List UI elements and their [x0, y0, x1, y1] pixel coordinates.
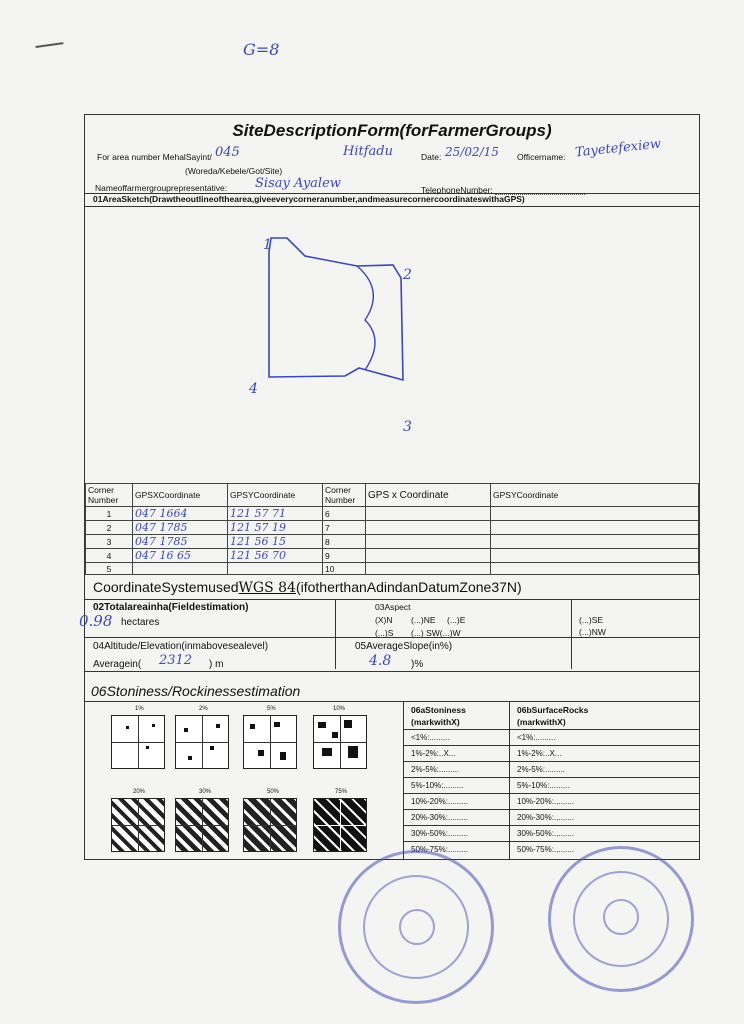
- stoniness-title: 06Stoniness/Rockinessestimation: [91, 683, 301, 699]
- gps-y-value: 121 56 70: [228, 549, 323, 563]
- table-header: GPS x Coordinate: [366, 484, 491, 507]
- sketch-corner-label: 3: [403, 419, 412, 435]
- gps-y-value: [491, 507, 699, 521]
- col-b-row: <1%:.........: [517, 733, 556, 742]
- gps-y-value: 121 57 71: [228, 507, 323, 521]
- corner-number: 8: [323, 535, 366, 549]
- sketch-label: 01AreaSketch(Drawtheoutlineofthearea,giveeverycorneranumber,andmeasurecornercoordinateswithaGPS): [93, 194, 525, 204]
- aspect-e: (...)E: [447, 615, 466, 625]
- col-b-row: 50%-75%:.........: [517, 845, 574, 854]
- divider: [85, 599, 699, 600]
- table-header: GPSYCoordinate: [228, 484, 323, 507]
- corner-number: 10: [323, 563, 366, 575]
- table-row: [86, 535, 699, 549]
- officer-label: Officername:: [517, 152, 566, 162]
- divider: [85, 637, 699, 638]
- gps-x-value: 047 1664: [133, 507, 228, 521]
- col-b-row: 10%-20%:.........: [517, 797, 574, 806]
- hectares-label: hectares: [121, 617, 160, 628]
- divider: [403, 777, 699, 778]
- stoniness-sample: [243, 798, 297, 852]
- gps-y-value: [491, 563, 699, 575]
- sketch-corner-label: 4: [249, 381, 258, 397]
- stoniness-sample: [313, 798, 367, 852]
- stoniness-sample: [111, 798, 165, 852]
- divider: [85, 206, 699, 207]
- sketch-corner-label: 2: [403, 267, 412, 283]
- col-b-row: 5%-10%:.........: [517, 781, 570, 790]
- margin-scribble: [35, 42, 64, 56]
- pct-label: 2%: [199, 706, 208, 712]
- margin-note: G=8: [243, 40, 280, 59]
- corner-number: 5: [86, 563, 133, 575]
- col-a-row: <1%:.........: [411, 733, 450, 742]
- gps-x-value: [366, 549, 491, 563]
- altitude-unit: ) m: [209, 659, 224, 670]
- representative-value: Sisay Ayalew: [255, 176, 341, 191]
- pct-label: 75%: [335, 789, 348, 795]
- col-a-row: 30%-50%:.........: [411, 829, 468, 838]
- table-row: [86, 549, 699, 563]
- pct-label: 30%: [199, 789, 212, 795]
- pct-label: 5%: [267, 706, 276, 712]
- pct-label: 10%: [333, 706, 346, 712]
- slope-value: 4.8: [369, 653, 392, 669]
- divider: [403, 729, 699, 730]
- official-stamp-left: [338, 850, 494, 1004]
- divider: [403, 825, 699, 826]
- aspect-label: 03Aspect: [375, 602, 411, 612]
- representative-label: Nameoffarmergrouprepresentative:: [95, 183, 228, 193]
- col-a-row: 50%-75%:.........: [411, 845, 468, 854]
- gps-x-value: 047 1785: [133, 521, 228, 535]
- divider: [403, 761, 699, 762]
- site-description-form: [79, 114, 700, 860]
- stoniness-sample: [243, 715, 297, 769]
- col-a-row: 20%-30%:.........: [411, 813, 468, 822]
- col-a-row: 2%-5%:.........: [411, 765, 460, 774]
- col-b-row: 30%-50%:.........: [517, 829, 574, 838]
- slope-unit: )%: [411, 659, 424, 670]
- gps-y-value: [228, 563, 323, 575]
- area-number-label: For area number MehalSayint/: [97, 152, 212, 162]
- aspect-n: (X)N: [375, 615, 393, 625]
- divider: [85, 671, 699, 672]
- col-a-row: 10%-20%:.........: [411, 797, 468, 806]
- coord-system-suffix: (ifotherthanAdindanDatumZone37N): [295, 579, 522, 595]
- table-row: [86, 521, 699, 535]
- table-header: GPSXCoordinate: [133, 484, 228, 507]
- col-b-subheader: (markwithX): [517, 717, 566, 727]
- date-label: Date:: [421, 152, 442, 162]
- table-header: GPSYCoordinate: [491, 484, 699, 507]
- altitude-value: 2312: [159, 653, 193, 668]
- divider: [403, 745, 699, 746]
- gps-y-value: [491, 549, 699, 563]
- gps-x-value: [366, 563, 491, 575]
- col-a-row: 5%-10%:.........: [411, 781, 464, 790]
- slope-label: 05AverageSlope(in%): [355, 641, 453, 652]
- gps-y-value: [491, 521, 699, 535]
- sketch-corner-label: 1: [263, 237, 272, 253]
- divider: [509, 701, 510, 859]
- table-row: [86, 563, 699, 575]
- corner-number: 4: [86, 549, 133, 563]
- corner-number: 6: [323, 507, 366, 521]
- pct-label: 50%: [267, 789, 280, 795]
- corner-number: 7: [323, 521, 366, 535]
- date-value: 25/02/15: [445, 145, 499, 159]
- divider: [403, 809, 699, 810]
- stoniness-sample: [313, 715, 367, 769]
- corner-number: 9: [323, 549, 366, 563]
- altitude-label: 04Altitude/Elevation(inmabovesealevel): [93, 641, 269, 652]
- col-b-row: 2%-5%:.........: [517, 765, 566, 774]
- gps-x-value: [133, 563, 228, 575]
- coord-system-label: CoordinateSystemused: [93, 579, 239, 595]
- divider: [571, 599, 572, 669]
- form-title: SiteDescriptionForm(forFarmerGroups): [232, 121, 552, 140]
- gps-y-value: [491, 535, 699, 549]
- gps-y-value: 121 56 15: [228, 535, 323, 549]
- mehal-sayint-value: 045: [215, 145, 240, 160]
- aspect-s: (...)S: [375, 628, 394, 638]
- corner-number: 2: [86, 521, 133, 535]
- total-area-value: 0.98: [79, 612, 113, 630]
- woreda-sublabel: (Woreda/Kebele/Got/Site): [185, 166, 283, 176]
- table-header-row: [86, 484, 699, 507]
- aspect-sw-w: (...) SW(...)W: [411, 628, 461, 638]
- divider: [335, 599, 336, 669]
- col-a-subheader: (markwithX): [411, 717, 460, 727]
- aspect-nw: (...)NW: [579, 627, 606, 637]
- divider: [403, 793, 699, 794]
- gps-x-value: 047 1785: [133, 535, 228, 549]
- gps-x-value: [366, 507, 491, 521]
- table-header: Corner Number: [323, 484, 366, 507]
- telephone-label: TelephoneNumber:: [421, 185, 493, 195]
- corner-number: 1: [86, 507, 133, 521]
- gps-x-value: [366, 521, 491, 535]
- gps-x-value: 047 16 65: [133, 549, 228, 563]
- stoniness-sample: [175, 715, 229, 769]
- col-b-row: 1%-2%:..X...: [517, 749, 562, 758]
- stoniness-sample: [111, 715, 165, 769]
- pct-label: 1%: [135, 706, 144, 712]
- aspect-se: (...)SE: [579, 615, 604, 625]
- official-stamp-right: [548, 846, 694, 992]
- col-b-row: 20%-30%:.........: [517, 813, 574, 822]
- table-row: [86, 507, 699, 521]
- gps-table: [85, 483, 699, 575]
- stoniness-sample: [175, 798, 229, 852]
- col-b-header: 06bSurfaceRocks: [517, 705, 589, 715]
- pct-label: 20%: [133, 789, 146, 795]
- area-sketch: [235, 230, 435, 440]
- kebele-value: Hitfadu: [343, 144, 393, 159]
- col-a-header: 06aStoniness: [411, 705, 466, 715]
- gps-x-value: [366, 535, 491, 549]
- divider: [403, 701, 404, 859]
- table-header: Corner Number: [86, 484, 133, 507]
- coord-system-line: [93, 579, 522, 596]
- total-area-label: 02Totalareainha(Fieldestimation): [93, 602, 249, 613]
- altitude-avg-label: Averagein(: [93, 659, 142, 670]
- divider: [403, 841, 699, 842]
- corner-number: 3: [86, 535, 133, 549]
- officer-value: Tayetefexiew: [574, 136, 662, 161]
- divider: [85, 701, 699, 702]
- coord-system-value: WGS 84: [238, 580, 296, 596]
- aspect-ne: (...)NE: [411, 615, 436, 625]
- col-a-row: 1%-2%:..X...: [411, 749, 456, 758]
- gps-y-value: 121 57 19: [228, 521, 323, 535]
